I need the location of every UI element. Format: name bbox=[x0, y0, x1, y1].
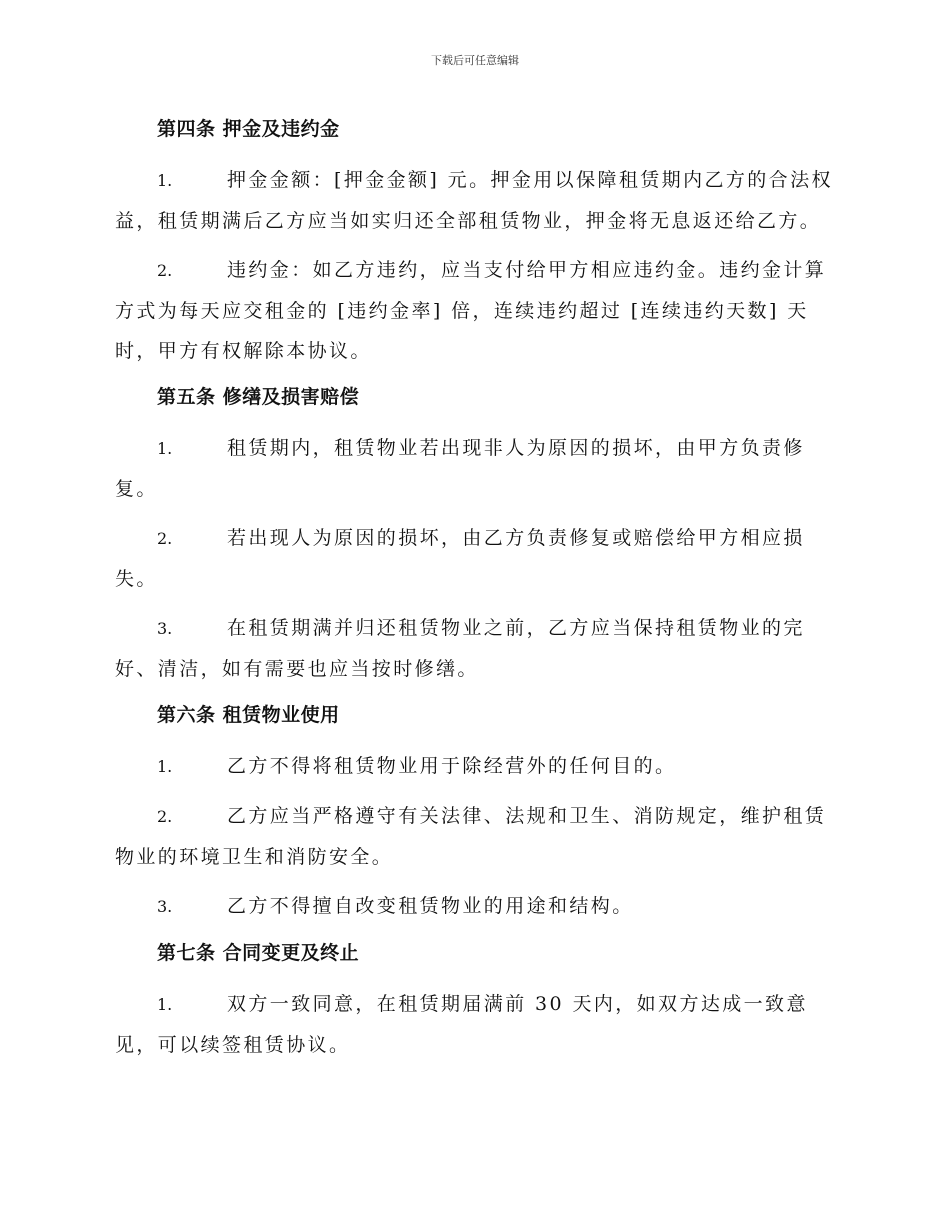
clause-paragraph bbox=[115, 984, 835, 1065]
clause-number: 1. bbox=[157, 439, 173, 458]
clause-number: 1. bbox=[157, 171, 173, 190]
clause-paragraph bbox=[115, 746, 835, 787]
clause-paragraph bbox=[115, 796, 835, 877]
clause-number: 2. bbox=[157, 807, 173, 826]
clause-number: 2. bbox=[157, 529, 173, 548]
clause-number: 2. bbox=[157, 261, 173, 280]
clause-text: 押金金额：[押金金额] 元。押金用以保障租赁期内乙方的合法权益，租赁期满后乙方应当如实归还全部租赁物业，押金将无息返还给乙方。 bbox=[115, 169, 833, 232]
page-header: 下载后可任意编辑 bbox=[431, 54, 519, 67]
clause-paragraph bbox=[115, 518, 835, 599]
clause-text: 若出现人为原因的损坏，由乙方负责修复或赔偿给甲方相应损失。 bbox=[115, 527, 805, 590]
clause-text: 在租赁期满并归还租赁物业之前，乙方应当保持租赁物业的完好、清洁，如有需要也应当按时修缮。 bbox=[115, 617, 805, 680]
section-heading: 第五条 修缮及损害赔偿 bbox=[157, 386, 360, 408]
clause-text: 乙方不得将租赁物业用于除经营外的任何目的。 bbox=[227, 755, 677, 777]
clause-paragraph bbox=[115, 160, 835, 241]
document-body bbox=[115, 112, 835, 1074]
clause-number: 3. bbox=[157, 897, 173, 916]
clause-number: 1. bbox=[157, 757, 173, 776]
clause-text: 乙方不得擅自改变租赁物业的用途和结构。 bbox=[227, 895, 634, 917]
clause-number: 3. bbox=[157, 619, 173, 638]
clause-paragraph bbox=[115, 886, 835, 927]
clause-text: 双方一致同意，在租赁期届满前 30 天内，如双方达成一致意见，可以续签租赁协议。 bbox=[115, 993, 808, 1056]
section-heading: 第六条 租赁物业使用 bbox=[157, 704, 340, 726]
clause-paragraph bbox=[115, 428, 835, 509]
clause-paragraph bbox=[115, 608, 835, 689]
clause-text: 违约金：如乙方违约，应当支付给甲方相应违约金。违约金计算方式为每天应交租金的 [违约金率] 倍，连续违约超过 [连续违约天数] 天时，甲方有权解除本协议。 bbox=[115, 259, 827, 362]
section-heading: 第七条 合同变更及终止 bbox=[157, 942, 360, 964]
section-heading: 第四条 押金及违约金 bbox=[157, 118, 340, 140]
clause-text: 租赁期内，租赁物业若出现非人为原因的损坏，由甲方负责修复。 bbox=[115, 437, 805, 500]
clause-text: 乙方应当严格遵守有关法律、法规和卫生、消防规定，维护租赁物业的环境卫生和消防安全。 bbox=[115, 805, 827, 868]
clause-paragraph bbox=[115, 250, 835, 371]
clause-number: 1. bbox=[157, 995, 173, 1014]
